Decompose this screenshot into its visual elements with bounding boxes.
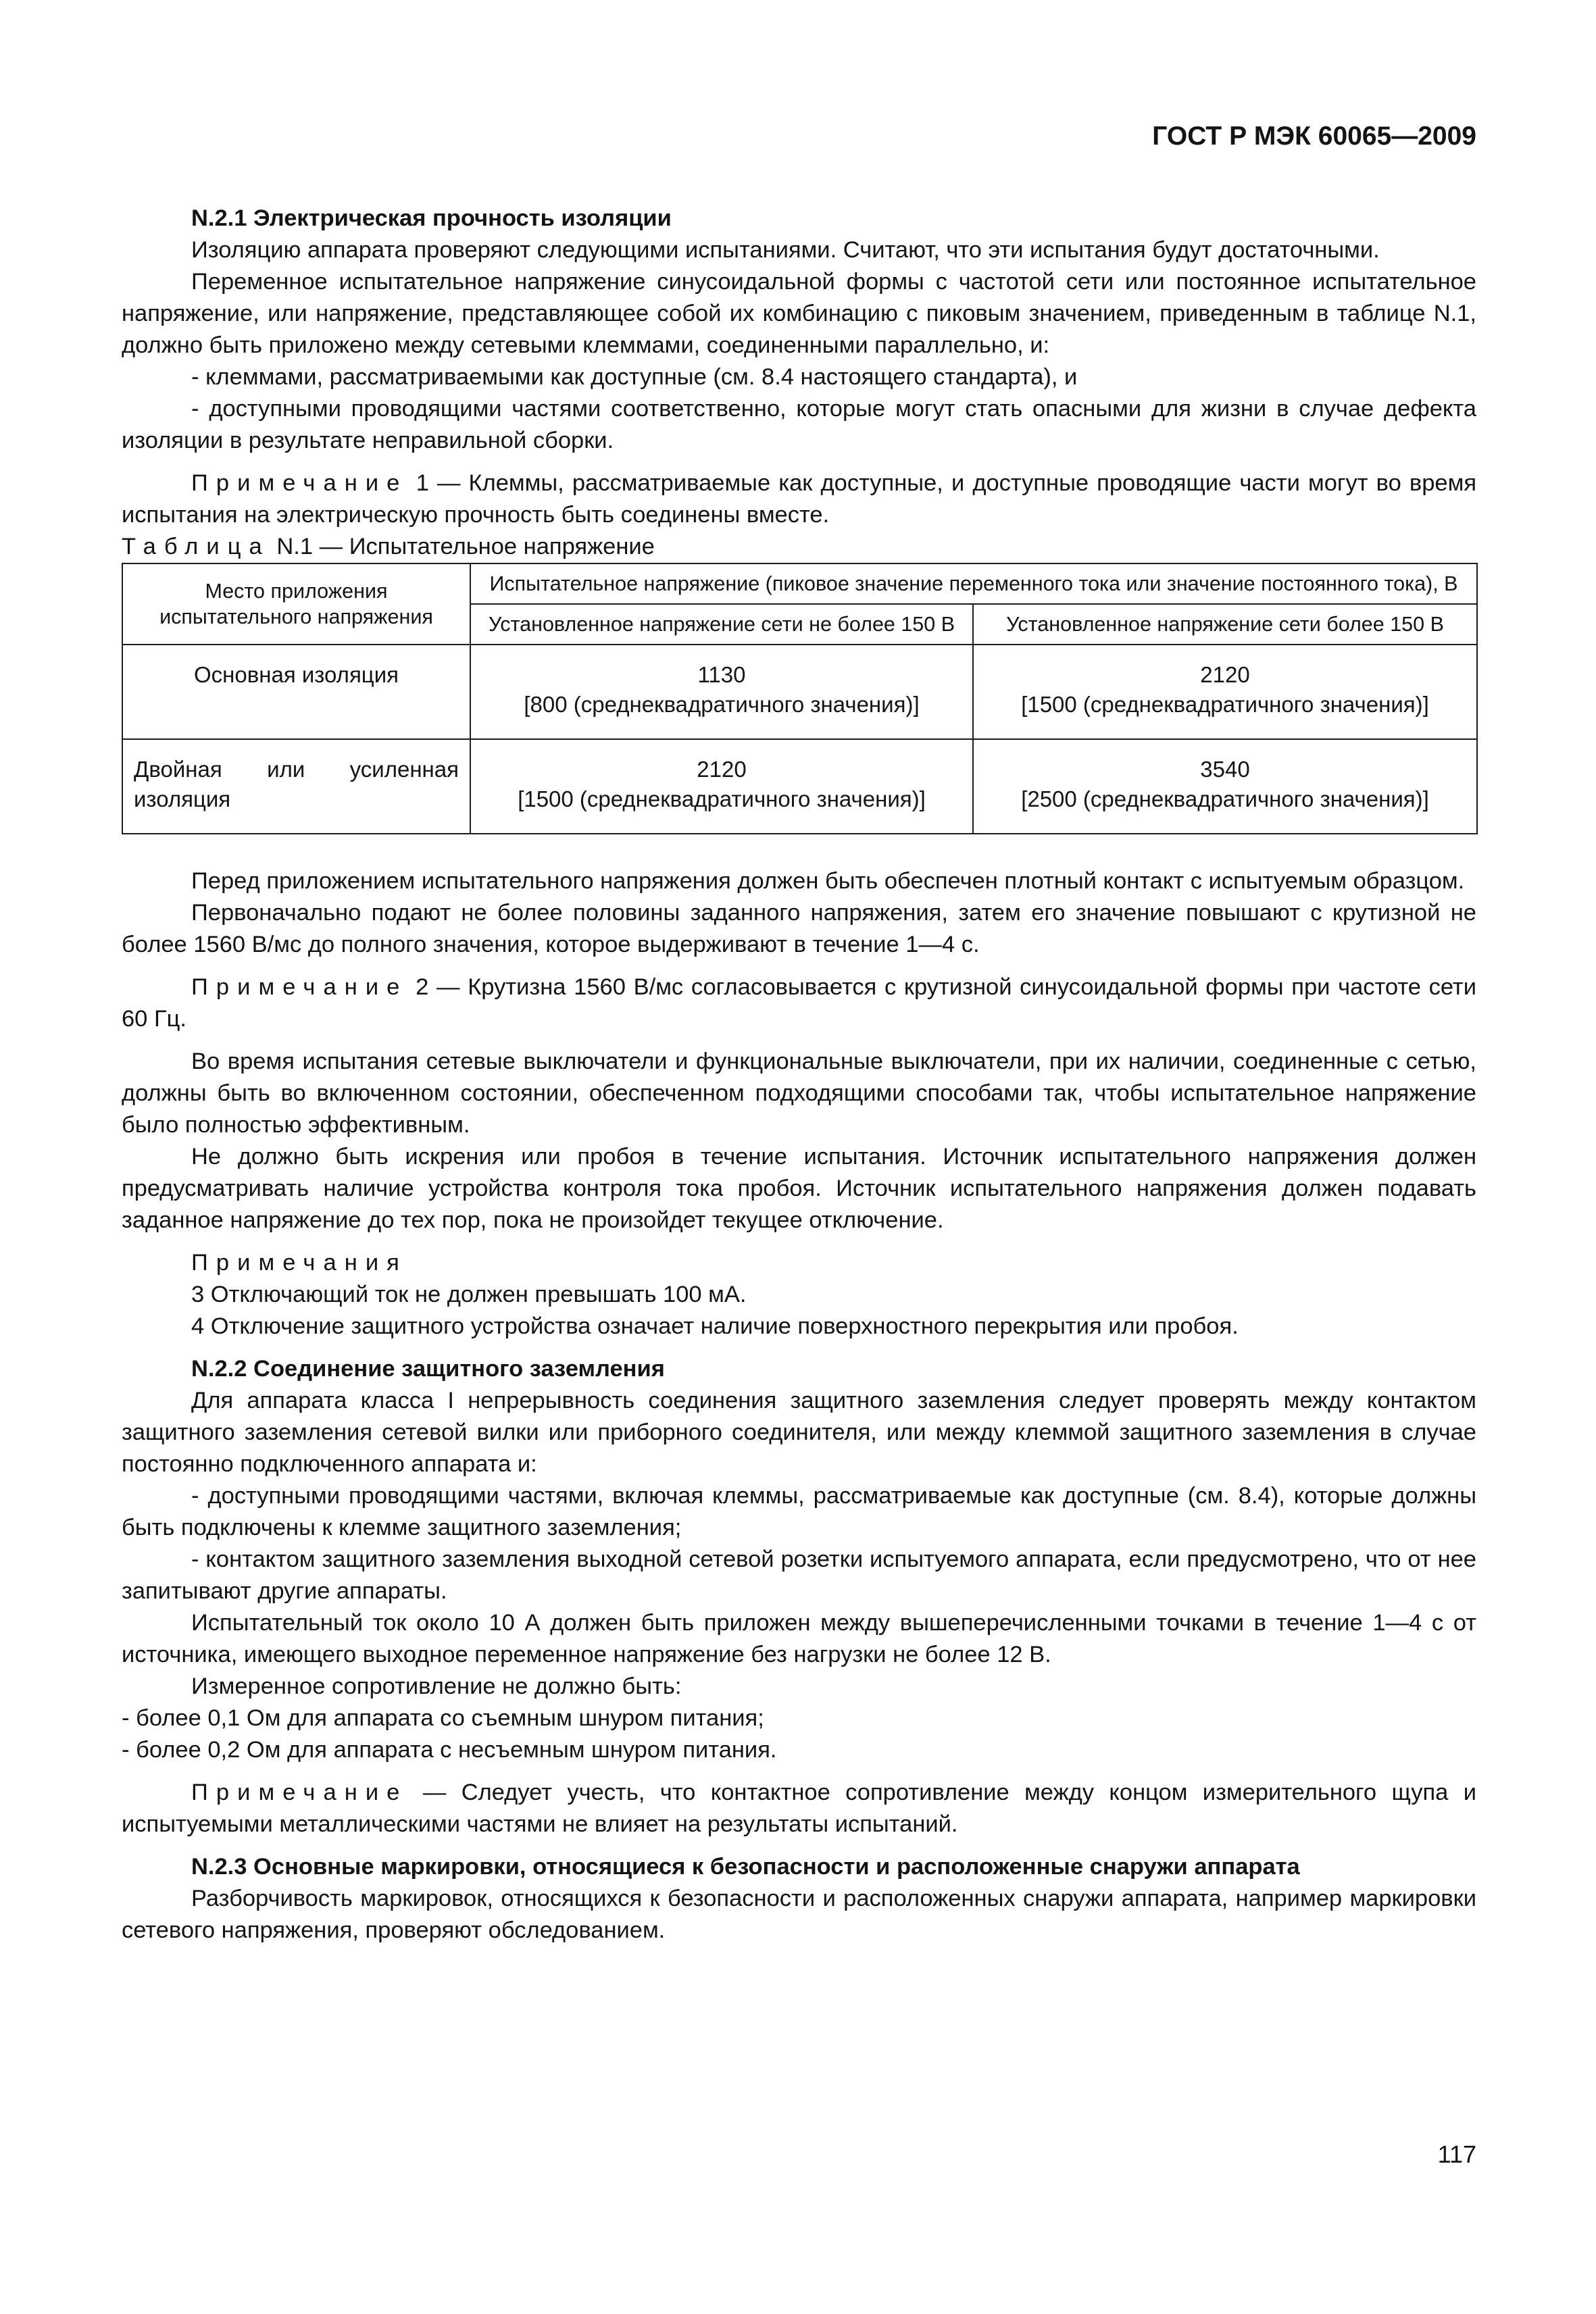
rms-value: [2500 (среднеквадратичного значения)] [1021,786,1429,811]
column-header-up-to-150v: Установленное напряжение сети не более 150 В [470,604,973,645]
note-label: Примечание [191,1780,408,1805]
note-n22 [122,1777,1476,1840]
note-text: 1 — Клеммы, рассматриваемые как доступные, и доступные проводящие части могут во время испытания на электрическую прочность быть соединены вместе. [122,470,1476,528]
section-heading-n23: N.2.3 Основные маркировки, относящиеся к безопасности и расположенные снаружи аппарата [191,1854,1300,1880]
list-item: - более 0,2 Ом для аппарата с несъемным шнуром питания. [122,1737,777,1763]
list-item: - доступными проводящими частями соответственно, которые могут стать опасными для жизни в случае дефекта изоляции в результате неправильной сборки. [122,396,1476,453]
notes-label: Примечания [191,1250,407,1276]
table-cell [470,739,973,834]
page-content [122,203,1476,1946]
rms-value: [1500 (среднеквадратичного значения)] [1021,692,1429,717]
list-item: - контактом защитного заземления выходной сетевой розетки испытуемого аппарата, если предусмотрено, что от нее запитывают другие аппараты. [122,1546,1476,1604]
table-caption [122,531,1476,563]
row-label: Основная изоляция [122,645,470,739]
note-2 [122,972,1476,1035]
note-4: 4 Отключение защитного устройства означает наличие поверхностного перекрытия или пробоя. [191,1313,1239,1339]
paragraph: Не должно быть искрения или пробоя в течение испытания. Источник испытательного напряжения должен предусматривать наличие устройства контроля тока пробоя. Источник испытательного напряжения должен подавать заданное напряжение до тех пор, пока не произойдет текущее отключение. [122,1144,1476,1233]
paragraph: Первоначально подают не более половины заданного напряжения, затем его значение повышают с крутизной не более 1560 В/мс до полного значения, которое выдерживают в течение 1—4 с. [122,900,1476,957]
paragraph: Измеренное сопротивление не должно быть: [191,1674,682,1699]
section-heading-n22: N.2.2 Соединение защитного заземления [191,1356,665,1382]
table-header-row [122,563,1477,604]
peak-value: 2120 [697,757,747,782]
peak-value: 1130 [697,662,746,687]
paragraph: Перед приложением испытательного напряжения должен быть обеспечен плотный контакт с испытуемым образцом. [191,868,1465,894]
section-heading-n21: N.2.1 Электрическая прочность изоляции [191,205,672,231]
table-row [122,645,1477,739]
table-caption-label: Таблица [122,534,270,559]
note-text: — Следует учесть, что контактное сопротивление между концом измерительного щупа и испытуемыми металлическими частями не влияет на результаты испытаний. [122,1780,1476,1837]
paragraph: Изоляцию аппарата проверяют следующими испытаниями. Считают, что эти испытания будут достаточными. [191,237,1380,263]
row-label: Двойная или усиленная изоляция [122,739,470,834]
column-group-header: Испытательное напряжение (пиковое значение переменного тока или значение постоянного тока), В [470,563,1477,604]
table-cell [470,645,973,739]
rms-value: [800 (среднеквадратичного значения)] [524,692,920,717]
note-3: 3 Отключающий ток не должен превышать 100 мА. [191,1282,747,1307]
list-item: - клеммами, рассматриваемыми как доступные (см. 8.4 настоящего стандарта), и [191,364,1078,390]
peak-value: 2120 [1200,662,1250,687]
standard-header: ГОСТ Р МЭК 60065—2009 [1152,122,1476,151]
note-text: 2 — Крутизна 1560 В/мс согласовывается с крутизной синусоидальной формы при частоте сети 60 Гц. [122,974,1476,1032]
peak-value: 3540 [1200,757,1250,782]
column-header-above-150v: Установленное напряжение сети более 150 В [973,604,1477,645]
note-label: Примечание [191,470,408,496]
list-item: - более 0,1 Ом для аппарата со съемным шнуром питания; [122,1705,764,1731]
table-row [122,739,1477,834]
list-item: - доступными проводящими частями, включая клеммы, рассматриваемые как доступные (см. 8.4), которые должны быть подключены к клемме защитного заземления; [122,1483,1476,1540]
paragraph: Для аппарата класса I непрерывность соединения защитного заземления следует проверять между контактом защитного заземления сетевой вилки или приборного соединителя, или между клеммой защитного заземления в случае постоянно подключенного аппарата и: [122,1388,1476,1477]
paragraph: Переменное испытательное напряжение синусоидальной формы с частотой сети или постоянное испытательное напряжение, или напряжение, представляющее собой их комбинацию с пиковым значением, приведенным в таблице N.1, должно быть приложено между сетевыми клеммами, соединенными параллельно, и: [122,269,1476,358]
column-header-location: Место приложения испытательного напряжения [122,563,470,645]
table-caption-text: N.1 — Испытательное напряжение [270,534,655,559]
table-cell [973,645,1477,739]
rms-value: [1500 (среднеквадратичного значения)] [518,786,926,811]
note-1 [122,468,1476,531]
paragraph: Разборчивость маркировок, относящихся к безопасности и расположенных снаружи аппарата, например маркировки сетевого напряжения, проверяют обследованием. [122,1886,1476,1943]
paragraph: Испытательный ток около 10 А должен быть приложен между вышеперечисленными точками в течение 1—4 с от источника, имеющего выходное переменное напряжение без нагрузки не более 12 В. [122,1610,1476,1667]
page-number: 117 [1437,2140,1476,2168]
table-cell [973,739,1477,834]
paragraph: Во время испытания сетевые выключатели и функциональные выключатели, при их наличии, соединенные с сетью, должны быть во включенном состоянии, обеспеченном подходящими способами так, чтобы испытательное напряжение было полностью эффективным. [122,1049,1476,1138]
test-voltage-table [122,563,1478,834]
note-label: Примечание [191,974,408,1000]
